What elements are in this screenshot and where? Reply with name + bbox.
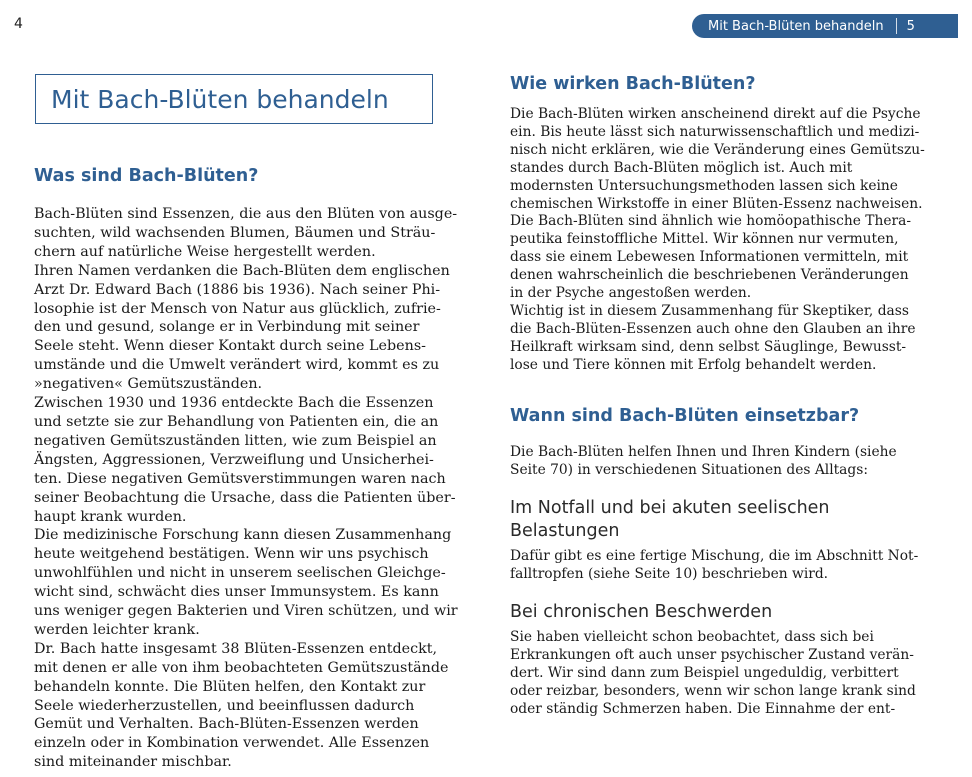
text-line: modernsten Untersuchungsmethoden lassen sich keine [510,177,898,194]
section-wann-sind-text [510,444,930,480]
section-heading-wann-sind: Wann sind Bach-Blüten einsetzbar? [510,405,860,426]
text-line: Sie haben vielleicht schon beobachtet, dass sich bei [510,629,874,646]
section-wie-wirken-text [510,106,930,375]
text-line: haupt krank wurden. [34,508,187,525]
text-line: den und gesund, solange er in Verbindung mit seiner [34,319,420,336]
running-header-title: Mit Bach-Blüten behandeln [708,18,884,34]
subheading-notfall [510,497,930,543]
text-line: nisch nicht erklären, wie die Veränderung eines Gemütszu- [510,141,925,158]
text-line: wicht sind, schwächt dies unser Immunsystem. Es kann [34,584,439,601]
text-line: Arzt Dr. Edward Bach (1886 bis 1936). Nach seiner Phi- [34,281,441,298]
text-line: sind miteinander mischbar. [34,754,232,771]
right-column [510,74,930,719]
text-line: ein. Bis heute lässt sich naturwissenschaftlich und medizi- [510,123,920,140]
chapter-title: Mit Bach-Blüten behandeln [51,84,389,114]
section-heading-was-sind: Was sind Bach-Blüten? [34,166,259,186]
text-line: Dr. Bach hatte insgesamt 38 Blüten-Essenzen entdeckt, [34,640,438,657]
subsection-chronisch-text [510,629,930,719]
text-line: lose und Tiere können mit Erfolg behandelt werden. [510,356,877,373]
text-line: uns weniger gegen Bakterien und Viren schützen, und wir [34,603,458,620]
text-line: Seele wiederherzustellen, und beeinflussen dadurch [34,697,415,714]
section-heading-wie-wirken: Wie wirken Bach-Blüten? [510,74,756,94]
text-line: Die Bach-Blüten wirken anscheinend direkt auf die Psyche [510,106,921,122]
text-line: ten. Diese negativen Gemütsverstimmungen waren nach [34,470,446,487]
subheading-line: Belastungen [510,521,620,542]
text-line: dass sie einem Lebewesen Informationen vermitteln, mit [510,249,909,266]
subheading-chronisch: Bei chronischen Beschwerden [510,602,773,623]
text-line: negativen Gemütszuständen litten, wie zum Beispiel an [34,432,437,449]
text-line: die Bach-Blüten-Essenzen auch ohne den Glauben an ihre [510,320,916,337]
text-line: heute weitgehend bestätigen. Wenn wir uns psychisch [34,546,429,563]
text-line: mit denen er alle von ihm beobachteten Gemütszustände [34,659,449,676]
text-line: Dafür gibt es eine fertige Mischung, die im Abschnitt Not- [510,548,919,565]
text-line: oder reizbar, besonders, wenn wir schon lange krank sind [510,682,916,699]
text-line: und setzte sie zur Behandlung von Patienten ein, die an [34,413,439,430]
text-line: in der Psyche angestoßen werden. [510,285,752,302]
text-line: Ihren Namen verdanken die Bach-Blüten dem englischen [34,262,450,279]
text-line: Die Bach-Blüten sind ähnlich wie homöopathische Thera- [510,213,912,230]
subheading-line: Im Notfall und bei akuten seelischen [510,498,830,519]
text-line: Bach-Blüten sind Essenzen, die aus den Blüten von ausge- [34,206,458,222]
text-line: falltropfen (siehe Seite 10) beschrieben wird. [510,566,829,583]
subsection-notfall-text [510,548,930,584]
text-line: chemischen Wirkstoffe in einer Blüten-Essenz nachweisen. [510,195,923,212]
text-line: Ängsten, Aggressionen, Verzweiflung und Unsicherhei- [34,451,434,468]
text-line: denen wahrscheinlich die beschriebenen Veränderungen [510,267,909,284]
text-line: werden leichter krank. [34,621,200,638]
left-body-text [34,205,458,772]
left-page-number: 4 [14,16,23,32]
text-line: chern auf natürliche Weise hergestellt werden. [34,243,376,260]
text-line: unwohlfühlen und nicht in unserem seelischen Gleichge- [34,565,446,582]
text-line: »negativen« Gemütszuständen. [34,376,263,393]
text-line: Die Bach-Blüten helfen Ihnen und Ihren Kindern (siehe [510,443,897,460]
running-header [692,14,958,38]
text-line: Wichtig ist in diesem Zusammenhang für Skeptiker, dass [510,302,909,319]
text-line: Seite 70) in verschiedenen Situationen des Alltags: [510,461,868,478]
text-line: seiner Beobachtung die Ursache, dass die Patienten über- [34,489,456,506]
text-line: standes durch Bach-Blüten möglich ist. Auch mit [510,159,853,176]
text-line: umstände und die Umwelt verändert wird, kommt es zu [34,357,440,374]
text-line: Gemüt und Verhalten. Bach-Blüten-Essenzen werden [34,716,419,733]
left-column [34,166,458,772]
text-line: Seele steht. Wenn dieser Kontakt durch seine Lebens- [34,338,427,355]
text-line: oder ständig Schmerzen haben. Die Einnahme der ent- [510,700,896,717]
chapter-title-box [35,74,433,124]
text-line: Zwischen 1930 und 1936 entdeckte Bach die Essenzen [34,395,434,412]
text-line: einzeln oder in Kombination verwendet. Alle Essenzen [34,735,430,752]
right-page-number: 5 [906,18,915,34]
text-line: suchten, wild wachsenden Blumen, Bäumen und Sträu- [34,224,436,241]
text-line: dert. Wir sind dann zum Beispiel ungeduldig, verbittert [510,665,899,682]
text-line: Erkrankungen oft auch unser psychischer Zustand verän- [510,647,914,664]
text-line: Heilkraft wirksam sind, denn selbst Säuglinge, Bewusst- [510,338,907,355]
text-line: peutika feinstoffliche Mittel. Wir können nur vermuten, [510,231,899,248]
running-header-divider [896,18,897,34]
text-line: Die medizinische Forschung kann diesen Zusammenhang [34,527,452,544]
text-line: losophie ist der Mensch von Natur aus glücklich, zufrie- [34,300,441,317]
text-line: behandeln konnte. Die Blüten helfen, den Kontakt zur [34,678,426,695]
